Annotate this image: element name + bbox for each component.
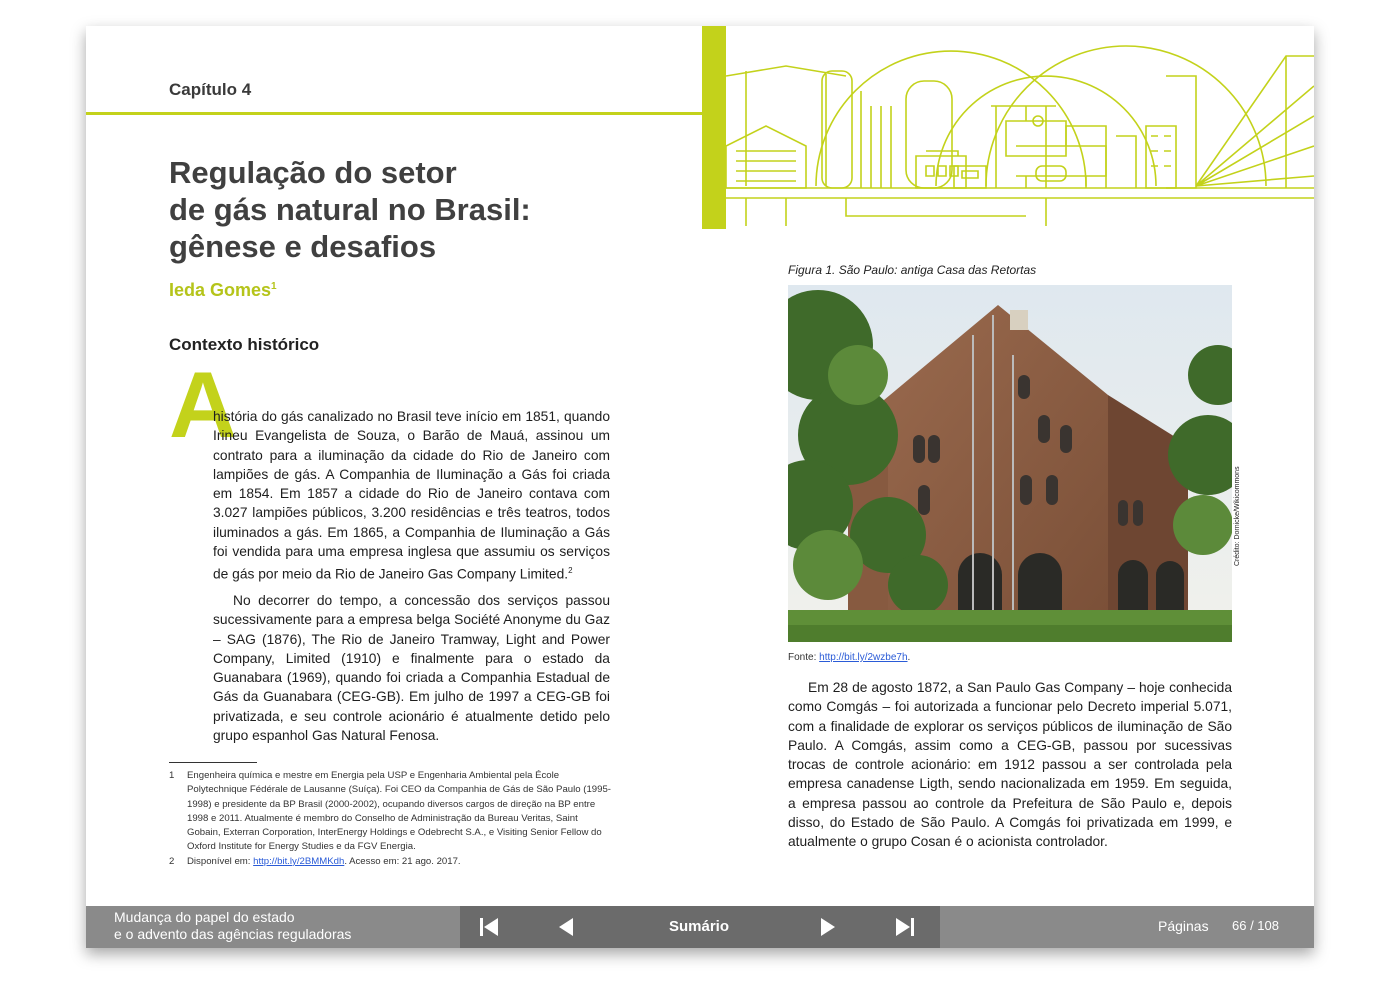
- author-text: Ieda Gomes: [169, 280, 272, 300]
- reader-toolbar: [86, 906, 1314, 948]
- section-heading: Contexto histórico: [169, 335, 320, 354]
- next-page-button[interactable]: [816, 916, 838, 938]
- table-of-contents-button[interactable]: Sumário: [669, 918, 730, 935]
- page-navigation: [460, 906, 940, 948]
- title-line: Regulação do setor: [169, 155, 457, 190]
- footnote-text: Disponível em:: [187, 855, 254, 867]
- left-page: [86, 26, 700, 948]
- chapter-divider: [86, 112, 702, 115]
- footnote-2: [169, 855, 611, 869]
- footnote-number: 2: [169, 855, 175, 867]
- author-name: [169, 280, 277, 301]
- footnote-number: 1: [169, 770, 175, 781]
- figure-caption-text: São Paulo: antiga Casa das Retortas: [838, 263, 1037, 277]
- book-title: [114, 909, 351, 943]
- footnote-1: [169, 769, 611, 855]
- paragraph-1-text: história do gás canalizado no Brasil teve início em 1851, quando Irineu Evangelista de Souza, o Barão de Mauá, assinou um contrato para a iluminação da cidade do Rio de Janeiro com lampiões de gás. A Companhia de Iluminação a Gás foi criada em 1854. Em 1857 a cidade do Rio de Janeiro contava com 3.027 lampiões públicos, 3.200 residências e três teatros, todos iluminados a gás. Em 1865, a Companhia de Iluminação a Gás foi vendida para uma empresa inglesa que assumiu os serviços de gás por meio da Rio de Janeiro Gas Company Limited.: [213, 409, 610, 582]
- figure-source-after: .: [907, 652, 911, 663]
- figure-source: [788, 652, 910, 663]
- footnote-text: Engenheira química e mestre em Energia pela USP e Engenharia Ambiental pela École Polytechnique Fédérale de Lausanne (Suíça). Foi CEO da Companhia de Gás de São Paulo (1995-1998) e presidente da BP Brasil (2000-2002), ocupando diversos cargos de direção na BP entre 1998 e 2011. Atualmente é membro do Conselho de Administração da Bureau Veritas, Saint Gobain, Exterran Corporation, InterEnergy Holdings e Odebrecht S.A., e Visiting Senior Fellow do Oxford Institute for Energy Studies e da FGV Energia.: [187, 770, 611, 853]
- figure-source-link[interactable]: http://bit.ly/2wzbe7h: [819, 652, 908, 663]
- footnotes: [169, 769, 611, 869]
- chapter-title: [169, 154, 599, 265]
- previous-page-button[interactable]: [556, 916, 578, 938]
- author-footnote-ref[interactable]: 1: [271, 281, 277, 292]
- page-counter: 66 / 108: [1232, 918, 1279, 933]
- book-spread: [86, 26, 1314, 948]
- title-line: de gás natural no Brasil:: [169, 192, 531, 227]
- drop-cap: A: [169, 352, 237, 457]
- paragraph-3: Em 28 de agosto 1872, a San Paulo Gas Company – hoje conhecida como Comgás – foi autorizada a funcionar pelo Decreto imperial 5.071, com a finalidade de explorar os serviços públicos de iluminação de São Paulo. A Comgás, assim como a CEG-GB, passou por sucessivas trocas de controle acionário: em 1912 passou a ser controlada pela empresa canadense Ligth, sendo nacionalizada em 1959. Em seguida, a empresa passou ao controle da Prefeitura de São Paulo e, depois disso, do Estado de São Paulo. A Comgás foi privatizada em 1999, e atualmente o grupo Cosan é o acionista controlador.: [788, 680, 1232, 850]
- figure-label: Figura 1.: [788, 263, 836, 277]
- chapter-label: Capítulo 4: [169, 80, 252, 99]
- figure-source-label: Fonte:: [788, 652, 820, 663]
- paragraph-1: [213, 407, 610, 584]
- last-page-button[interactable]: [894, 916, 916, 938]
- photo-credit: Crédito: Dornicke/Wikicommons: [1234, 466, 1241, 566]
- footnote-ref-2[interactable]: 2: [568, 566, 573, 576]
- title-line: gênese e desafios: [169, 229, 437, 264]
- footnote-link[interactable]: http://bit.ly/2BMMKdh: [253, 855, 345, 867]
- book-title-line: e o advento das agências reguladoras: [114, 926, 352, 942]
- figure-caption: [788, 263, 1036, 277]
- footnote-text-after: . Acesso em: 21 ago. 2017.: [344, 855, 461, 867]
- paragraph-2: No decorrer do tempo, a concessão dos serviços passou sucessivamente para a empresa belga Société Anonyme du Gaz – SAG (1876), The Rio de Janeiro Tramway, Light and Power Company, Limited (1910) e finalmente para o estado da Guanabara (1969), quando foi criada a Companhia Estadual de Gás da Guanabara (CEG-GB). Em julho de 1997 a CEG-GB foi privatizada, e seu controle acionário é atualmente detido pelo grupo espanhol Gas Natural Fenosa.: [213, 593, 610, 744]
- book-title-line: Mudança do papel do estado: [114, 909, 295, 925]
- pages-label: Páginas: [1158, 918, 1209, 934]
- first-page-button[interactable]: [478, 916, 500, 938]
- casa-das-retortas-photo: [788, 285, 1232, 642]
- footnote-rule: [169, 762, 257, 763]
